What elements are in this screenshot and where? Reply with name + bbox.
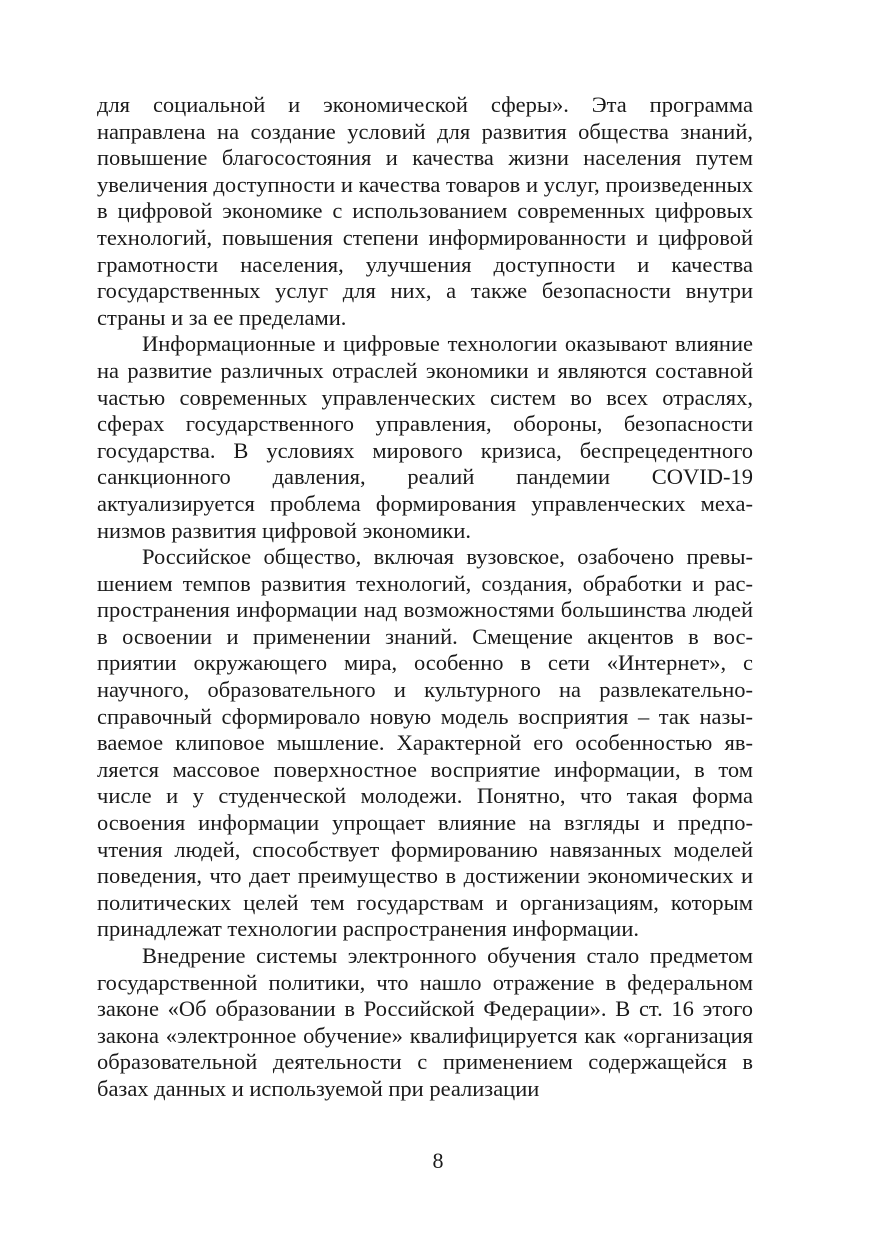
body-text	[97, 92, 753, 1103]
paragraph-1: для социальной и экономической сферы». Эта программа направлена на создание условий для развития общества знаний, повышение благосостояния и качества жизни населения путем увеличения доступности и качества товаров и услуг, произведенных в цифровой экономике с использованием современных цифровых технологий, повышения степени информированности и цифровой грамотности населения, улучшения доступности и качества государственных услуг для них, а также безопасности внутри страны и за ее пределами.	[97, 92, 753, 330]
paragraph-2: Информационные и цифровые технологии оказывают влияние на развитие различных отраслей экономики и являются составной частью современных управленческих систем во всех отраслях, сферах государственного управления, обороны, безопасности государства. В условиях мирового кризиса, беспрецедентного санкционного давления, реалий пандемии COVID-19 актуализируется проблема формирования управленческих механизмов развития цифровой экономики.	[97, 331, 753, 543]
page-number: 8	[432, 1148, 444, 1173]
paragraph-3: Российское общество, включая вузовское, озабочено превышением темпов развития технологий, создания, обработки и распространения информации над возможностями большинства людей в освоении и применении знаний. Смещение акцентов в восприятии окружающего мира, особенно в сети «Интернет», с научного, образовательного и культурного на развлекательно-справочный сформировало новую модель восприятия – так называемое клиповое мышление. Характерной его особенностью является массовое поверхностное восприятие информации, в том числе и у студенческой молодежи. Понятно, что такая форма освоения информации упрощает влияние на взгляды и предпочтения людей, способствует формированию навязанных моделей поведения, что дает преимущество в достижении экономических и политических целей тем государствам и организациям, которым принадлежат технологии распространения информации.	[97, 544, 753, 942]
paragraph-4: Внедрение системы электронного обучения стало предметом государственной политики, что нашло отражение в федеральном законе «Об образовании в Российской Федерации». В ст. 16 этого закона «электронное обучение» квалифицируется как «организация образовательной деятельности с применением содержащейся в базах данных и используемой при реализации	[97, 943, 753, 1101]
